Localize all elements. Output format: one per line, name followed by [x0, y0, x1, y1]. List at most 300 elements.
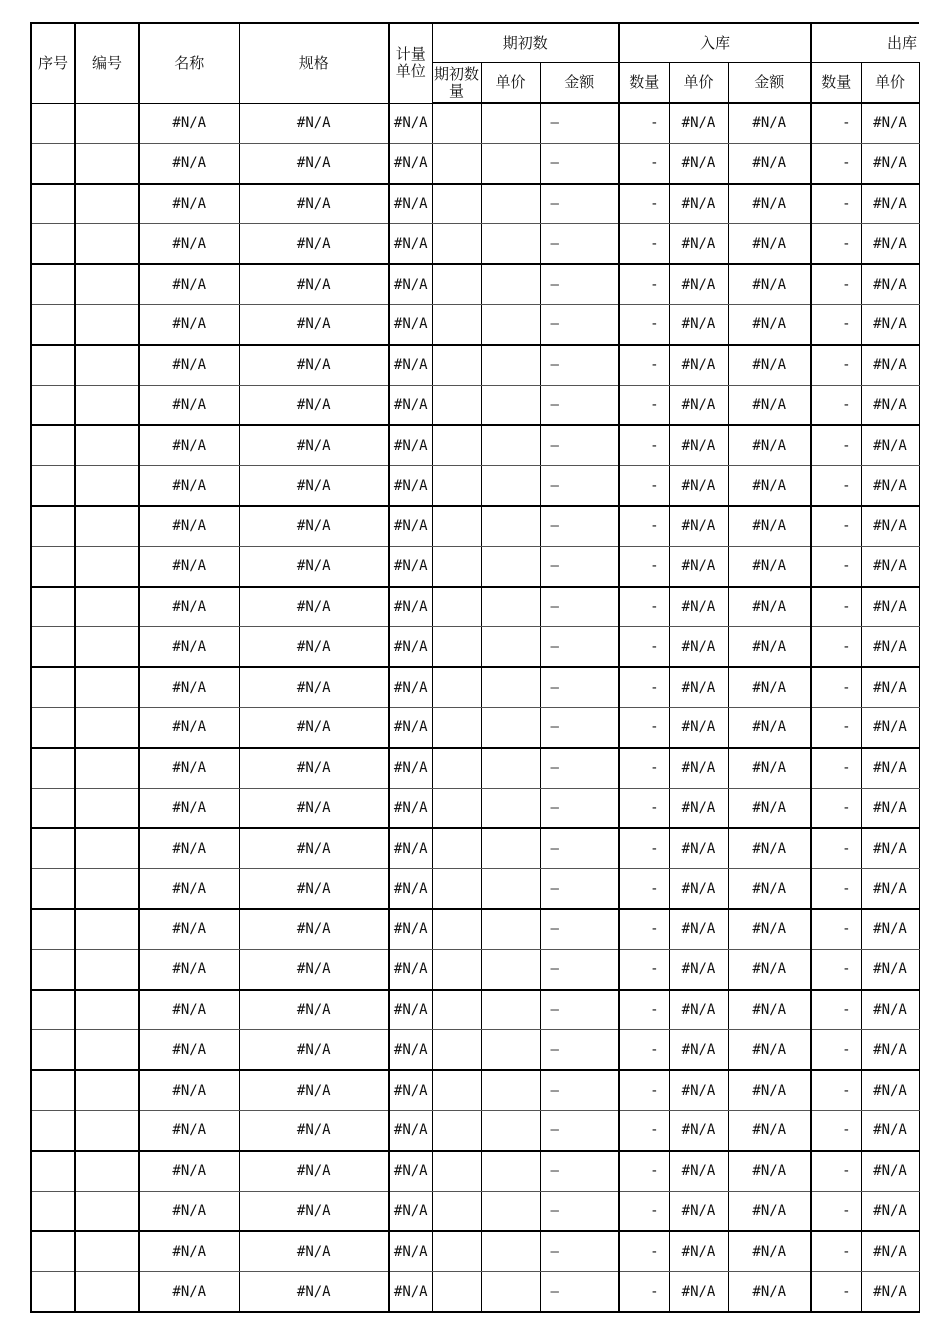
cell-out-qty: -: [811, 184, 861, 224]
cell-opening-qty: [432, 1151, 481, 1191]
cell-opening-amount: –: [540, 103, 619, 143]
cell-out-price: #N/A: [861, 466, 919, 506]
table-row: [31, 466, 919, 506]
cell-out-price: #N/A: [861, 425, 919, 465]
table-row: [31, 425, 919, 465]
cell-out-qty: -: [811, 1070, 861, 1110]
table-row: [31, 1231, 919, 1271]
cell-seq: [31, 546, 75, 586]
cell-out-price: #N/A: [861, 224, 919, 264]
cell-code: [75, 667, 139, 707]
cell-unit: #N/A: [389, 707, 432, 747]
table-row: [31, 707, 919, 747]
cell-name: #N/A: [139, 1272, 239, 1312]
cell-opening-price: [481, 1070, 540, 1110]
cell-seq: [31, 1151, 75, 1191]
table-row: [31, 184, 919, 224]
col-group-opening: 期初数: [432, 23, 619, 63]
cell-in-amount: #N/A: [728, 1070, 811, 1110]
cell-seq: [31, 1231, 75, 1271]
cell-opening-qty: [432, 949, 481, 989]
cell-in-amount: #N/A: [728, 788, 811, 828]
cell-in-amount: #N/A: [728, 224, 811, 264]
cell-in-qty: -: [619, 1231, 669, 1271]
cell-in-qty: -: [619, 1272, 669, 1312]
col-header-in-amount: 金额: [728, 63, 811, 104]
cell-out-qty: -: [811, 103, 861, 143]
cell-opening-price: [481, 949, 540, 989]
cell-unit: #N/A: [389, 949, 432, 989]
cell-seq: [31, 264, 75, 304]
inventory-table: [30, 22, 920, 1313]
col-header-spec: 规格: [239, 23, 389, 103]
cell-in-amount: #N/A: [728, 184, 811, 224]
cell-out-price: #N/A: [861, 1272, 919, 1312]
cell-out-qty: -: [811, 304, 861, 344]
cell-name: #N/A: [139, 264, 239, 304]
cell-in-price: #N/A: [669, 1191, 728, 1231]
cell-opening-amount: –: [540, 707, 619, 747]
cell-out-price: #N/A: [861, 1070, 919, 1110]
cell-opening-price: [481, 224, 540, 264]
cell-out-qty: -: [811, 627, 861, 667]
inventory-sheet: [30, 22, 920, 1313]
cell-code: [75, 1110, 139, 1150]
cell-opening-price: [481, 1272, 540, 1312]
cell-out-qty: -: [811, 990, 861, 1030]
cell-opening-price: [481, 184, 540, 224]
cell-opening-qty: [432, 788, 481, 828]
cell-in-qty: -: [619, 184, 669, 224]
cell-in-qty: -: [619, 869, 669, 909]
table-row: [31, 264, 919, 304]
table-row: [31, 1151, 919, 1191]
cell-spec: #N/A: [239, 425, 389, 465]
cell-out-price: #N/A: [861, 587, 919, 627]
cell-in-qty: -: [619, 748, 669, 788]
cell-name: #N/A: [139, 103, 239, 143]
cell-code: [75, 1272, 139, 1312]
cell-name: #N/A: [139, 707, 239, 747]
cell-out-qty: -: [811, 1151, 861, 1191]
cell-out-price: #N/A: [861, 506, 919, 546]
cell-opening-price: [481, 345, 540, 385]
cell-in-amount: #N/A: [728, 264, 811, 304]
cell-in-price: #N/A: [669, 1110, 728, 1150]
cell-in-price: #N/A: [669, 788, 728, 828]
col-header-out-price: 单价: [861, 63, 919, 104]
cell-in-amount: #N/A: [728, 546, 811, 586]
cell-opening-price: [481, 304, 540, 344]
cell-opening-amount: –: [540, 869, 619, 909]
cell-opening-amount: –: [540, 587, 619, 627]
cell-in-qty: -: [619, 103, 669, 143]
cell-spec: #N/A: [239, 627, 389, 667]
cell-opening-amount: –: [540, 304, 619, 344]
cell-in-price: #N/A: [669, 1151, 728, 1191]
cell-in-qty: -: [619, 949, 669, 989]
cell-in-price: #N/A: [669, 1231, 728, 1271]
cell-opening-price: [481, 707, 540, 747]
cell-in-qty: -: [619, 224, 669, 264]
cell-opening-price: [481, 1110, 540, 1150]
cell-opening-price: [481, 788, 540, 828]
cell-code: [75, 1151, 139, 1191]
cell-out-qty: -: [811, 788, 861, 828]
cell-in-qty: -: [619, 466, 669, 506]
cell-in-price: #N/A: [669, 425, 728, 465]
cell-out-qty: -: [811, 143, 861, 183]
cell-in-amount: #N/A: [728, 1151, 811, 1191]
cell-in-qty: -: [619, 707, 669, 747]
cell-in-amount: #N/A: [728, 345, 811, 385]
cell-out-qty: -: [811, 506, 861, 546]
table-row: [31, 385, 919, 425]
cell-out-qty: -: [811, 748, 861, 788]
table-row: [31, 546, 919, 586]
cell-in-price: #N/A: [669, 184, 728, 224]
cell-unit: #N/A: [389, 345, 432, 385]
cell-in-amount: #N/A: [728, 1030, 811, 1070]
cell-code: [75, 103, 139, 143]
cell-opening-price: [481, 264, 540, 304]
cell-code: [75, 587, 139, 627]
cell-code: [75, 627, 139, 667]
cell-in-price: #N/A: [669, 345, 728, 385]
cell-out-qty: -: [811, 587, 861, 627]
cell-opening-amount: –: [540, 909, 619, 949]
cell-name: #N/A: [139, 828, 239, 868]
cell-unit: #N/A: [389, 425, 432, 465]
cell-out-price: #N/A: [861, 909, 919, 949]
cell-spec: #N/A: [239, 949, 389, 989]
cell-seq: [31, 949, 75, 989]
cell-code: [75, 1030, 139, 1070]
table-row: [31, 587, 919, 627]
cell-out-qty: -: [811, 1191, 861, 1231]
cell-in-amount: #N/A: [728, 869, 811, 909]
cell-seq: [31, 828, 75, 868]
cell-opening-amount: –: [540, 546, 619, 586]
cell-unit: #N/A: [389, 1110, 432, 1150]
cell-name: #N/A: [139, 788, 239, 828]
cell-seq: [31, 425, 75, 465]
cell-in-price: #N/A: [669, 224, 728, 264]
cell-out-qty: -: [811, 385, 861, 425]
cell-code: [75, 1231, 139, 1271]
cell-seq: [31, 1191, 75, 1231]
table-body: [31, 103, 919, 1312]
cell-code: [75, 748, 139, 788]
cell-opening-qty: [432, 143, 481, 183]
col-header-code: 编号: [75, 23, 139, 103]
cell-name: #N/A: [139, 1110, 239, 1150]
cell-in-price: #N/A: [669, 1030, 728, 1070]
table-row: [31, 1110, 919, 1150]
cell-out-price: #N/A: [861, 304, 919, 344]
cell-opening-qty: [432, 264, 481, 304]
cell-opening-price: [481, 667, 540, 707]
cell-opening-amount: –: [540, 949, 619, 989]
cell-out-price: #N/A: [861, 103, 919, 143]
cell-seq: [31, 304, 75, 344]
cell-in-qty: -: [619, 304, 669, 344]
cell-opening-qty: [432, 707, 481, 747]
cell-in-amount: #N/A: [728, 466, 811, 506]
col-header-in-qty: 数量: [619, 63, 669, 104]
cell-in-qty: -: [619, 667, 669, 707]
cell-out-qty: -: [811, 466, 861, 506]
cell-opening-qty: [432, 1030, 481, 1070]
cell-unit: #N/A: [389, 506, 432, 546]
cell-out-qty: -: [811, 264, 861, 304]
cell-seq: [31, 707, 75, 747]
table-row: [31, 304, 919, 344]
cell-opening-qty: [432, 506, 481, 546]
cell-unit: #N/A: [389, 264, 432, 304]
cell-code: [75, 949, 139, 989]
cell-opening-price: [481, 627, 540, 667]
cell-name: #N/A: [139, 184, 239, 224]
cell-unit: #N/A: [389, 466, 432, 506]
cell-in-price: #N/A: [669, 990, 728, 1030]
cell-unit: #N/A: [389, 1070, 432, 1110]
cell-in-price: #N/A: [669, 627, 728, 667]
cell-code: [75, 707, 139, 747]
cell-opening-amount: –: [540, 1030, 619, 1070]
cell-spec: #N/A: [239, 345, 389, 385]
cell-name: #N/A: [139, 224, 239, 264]
cell-code: [75, 304, 139, 344]
col-header-seq: 序号: [31, 23, 75, 103]
cell-code: [75, 184, 139, 224]
cell-name: #N/A: [139, 466, 239, 506]
cell-opening-amount: –: [540, 143, 619, 183]
cell-opening-qty: [432, 184, 481, 224]
cell-code: [75, 506, 139, 546]
cell-in-price: #N/A: [669, 909, 728, 949]
cell-out-qty: -: [811, 1030, 861, 1070]
cell-unit: #N/A: [389, 546, 432, 586]
cell-opening-qty: [432, 990, 481, 1030]
cell-spec: #N/A: [239, 385, 389, 425]
cell-seq: [31, 1272, 75, 1312]
cell-out-qty: -: [811, 425, 861, 465]
cell-unit: #N/A: [389, 828, 432, 868]
cell-code: [75, 909, 139, 949]
cell-spec: #N/A: [239, 788, 389, 828]
cell-in-price: #N/A: [669, 143, 728, 183]
cell-code: [75, 869, 139, 909]
cell-opening-price: [481, 1030, 540, 1070]
cell-out-qty: -: [811, 546, 861, 586]
cell-opening-price: [481, 103, 540, 143]
cell-opening-price: [481, 546, 540, 586]
cell-seq: [31, 184, 75, 224]
cell-opening-price: [481, 909, 540, 949]
cell-out-price: #N/A: [861, 143, 919, 183]
cell-opening-qty: [432, 1191, 481, 1231]
cell-unit: #N/A: [389, 1272, 432, 1312]
cell-name: #N/A: [139, 385, 239, 425]
table-row: [31, 949, 919, 989]
cell-seq: [31, 869, 75, 909]
cell-out-qty: -: [811, 1272, 861, 1312]
cell-in-qty: -: [619, 143, 669, 183]
cell-unit: #N/A: [389, 587, 432, 627]
cell-opening-qty: [432, 546, 481, 586]
cell-unit: #N/A: [389, 990, 432, 1030]
cell-opening-price: [481, 828, 540, 868]
cell-seq: [31, 1110, 75, 1150]
cell-opening-qty: [432, 1231, 481, 1271]
cell-opening-amount: –: [540, 506, 619, 546]
cell-out-qty: -: [811, 1110, 861, 1150]
cell-spec: #N/A: [239, 506, 389, 546]
cell-in-amount: #N/A: [728, 828, 811, 868]
cell-in-price: #N/A: [669, 1272, 728, 1312]
cell-unit: #N/A: [389, 748, 432, 788]
cell-opening-price: [481, 869, 540, 909]
cell-in-price: #N/A: [669, 707, 728, 747]
cell-opening-amount: –: [540, 345, 619, 385]
cell-name: #N/A: [139, 506, 239, 546]
cell-opening-amount: –: [540, 1070, 619, 1110]
table-row: [31, 224, 919, 264]
cell-code: [75, 828, 139, 868]
cell-unit: #N/A: [389, 667, 432, 707]
cell-in-amount: #N/A: [728, 506, 811, 546]
cell-opening-price: [481, 748, 540, 788]
cell-spec: #N/A: [239, 1231, 389, 1271]
cell-opening-price: [481, 143, 540, 183]
cell-out-qty: -: [811, 828, 861, 868]
cell-opening-amount: –: [540, 788, 619, 828]
table-row: [31, 748, 919, 788]
cell-out-price: #N/A: [861, 667, 919, 707]
cell-spec: #N/A: [239, 667, 389, 707]
cell-opening-qty: [432, 667, 481, 707]
cell-out-price: #N/A: [861, 627, 919, 667]
cell-in-price: #N/A: [669, 466, 728, 506]
cell-out-price: #N/A: [861, 1110, 919, 1150]
cell-unit: #N/A: [389, 304, 432, 344]
cell-out-price: #N/A: [861, 990, 919, 1030]
cell-in-price: #N/A: [669, 385, 728, 425]
cell-in-qty: -: [619, 385, 669, 425]
cell-opening-price: [481, 466, 540, 506]
cell-spec: #N/A: [239, 184, 389, 224]
table-row: [31, 909, 919, 949]
cell-spec: #N/A: [239, 304, 389, 344]
cell-out-qty: -: [811, 707, 861, 747]
cell-spec: #N/A: [239, 587, 389, 627]
cell-name: #N/A: [139, 1191, 239, 1231]
cell-opening-price: [481, 990, 540, 1030]
cell-opening-qty: [432, 627, 481, 667]
col-header-opening-amount: 金额: [540, 63, 619, 104]
cell-out-price: #N/A: [861, 748, 919, 788]
cell-in-qty: -: [619, 345, 669, 385]
cell-in-qty: -: [619, 1070, 669, 1110]
cell-opening-amount: –: [540, 1110, 619, 1150]
col-header-opening-price: 单价: [481, 63, 540, 104]
cell-in-qty: -: [619, 264, 669, 304]
col-header-name: 名称: [139, 23, 239, 103]
cell-out-price: #N/A: [861, 546, 919, 586]
cell-out-qty: -: [811, 667, 861, 707]
table-row: [31, 788, 919, 828]
cell-opening-amount: –: [540, 627, 619, 667]
cell-in-price: #N/A: [669, 304, 728, 344]
cell-seq: [31, 1070, 75, 1110]
cell-opening-qty: [432, 1070, 481, 1110]
table-row: [31, 345, 919, 385]
cell-in-amount: #N/A: [728, 1110, 811, 1150]
cell-spec: #N/A: [239, 828, 389, 868]
cell-spec: #N/A: [239, 143, 389, 183]
cell-opening-qty: [432, 466, 481, 506]
cell-spec: #N/A: [239, 546, 389, 586]
cell-out-qty: -: [811, 1231, 861, 1271]
cell-in-price: #N/A: [669, 1070, 728, 1110]
cell-in-qty: -: [619, 1191, 669, 1231]
cell-name: #N/A: [139, 1231, 239, 1271]
cell-opening-price: [481, 1151, 540, 1191]
table-row: [31, 1272, 919, 1312]
cell-seq: [31, 587, 75, 627]
cell-opening-qty: [432, 909, 481, 949]
cell-in-qty: -: [619, 587, 669, 627]
cell-opening-price: [481, 425, 540, 465]
cell-name: #N/A: [139, 869, 239, 909]
cell-code: [75, 546, 139, 586]
cell-seq: [31, 909, 75, 949]
cell-spec: #N/A: [239, 1110, 389, 1150]
cell-code: [75, 1070, 139, 1110]
cell-in-qty: -: [619, 788, 669, 828]
cell-spec: #N/A: [239, 909, 389, 949]
cell-code: [75, 1191, 139, 1231]
col-header-out-qty: 数量: [811, 63, 861, 104]
table-row: [31, 1030, 919, 1070]
cell-in-qty: -: [619, 1151, 669, 1191]
cell-in-price: #N/A: [669, 264, 728, 304]
cell-seq: [31, 1030, 75, 1070]
cell-out-price: #N/A: [861, 345, 919, 385]
cell-opening-qty: [432, 748, 481, 788]
cell-in-price: #N/A: [669, 506, 728, 546]
cell-in-amount: #N/A: [728, 385, 811, 425]
cell-opening-price: [481, 385, 540, 425]
cell-in-amount: #N/A: [728, 587, 811, 627]
cell-unit: #N/A: [389, 1231, 432, 1271]
cell-spec: #N/A: [239, 103, 389, 143]
cell-in-qty: -: [619, 425, 669, 465]
cell-in-amount: #N/A: [728, 748, 811, 788]
cell-opening-qty: [432, 425, 481, 465]
cell-unit: #N/A: [389, 224, 432, 264]
cell-unit: #N/A: [389, 385, 432, 425]
cell-spec: #N/A: [239, 1151, 389, 1191]
cell-out-qty: -: [811, 869, 861, 909]
cell-unit: #N/A: [389, 1151, 432, 1191]
cell-out-price: #N/A: [861, 1231, 919, 1271]
cell-opening-qty: [432, 869, 481, 909]
cell-code: [75, 264, 139, 304]
cell-opening-amount: –: [540, 1191, 619, 1231]
cell-in-qty: -: [619, 546, 669, 586]
